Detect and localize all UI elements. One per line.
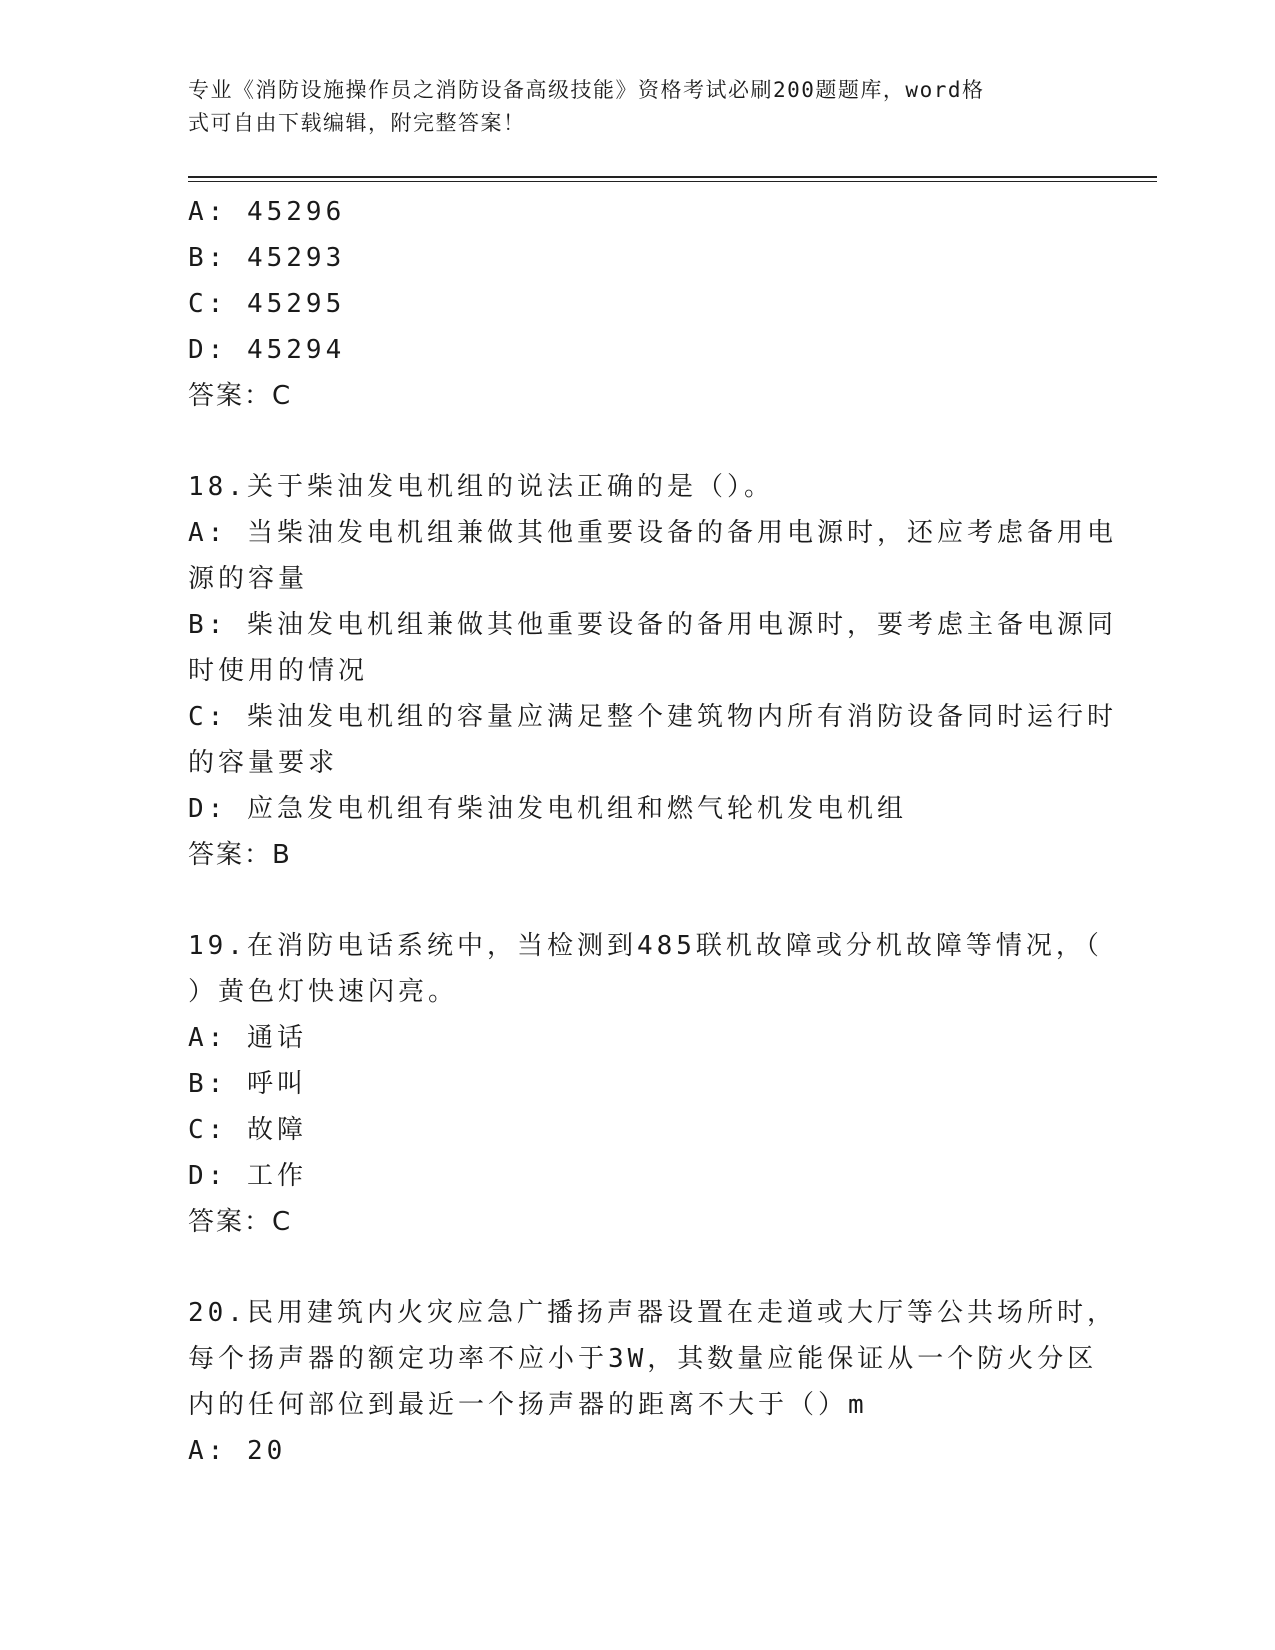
question-list [188,189,1117,1474]
option-d: D: 工作 [188,1161,307,1191]
header-line-2: 式可自由下载编辑，附完整答案！ [188,111,526,135]
option-a: A: 20 [188,1436,287,1466]
question-18 [188,464,1117,878]
question-stem: 20.民用建筑内火灾应急广播扬声器设置在走道或大厅等公共场所时， [188,1298,1117,1328]
option-b: B: 柴油发电机组兼做其他重要设备的备用电源时，要考虑主备电源同 [188,610,1117,640]
option-b: B: 45293 [188,243,346,273]
answer-line: 答案：C [188,381,293,411]
option-c: C: 柴油发电机组的容量应满足整个建筑物内所有消防设备同时运行时 [188,702,1117,732]
option-a: A: 45296 [188,197,346,227]
option-b-continued: 时使用的情况 [188,656,369,686]
question-stem: 18.关于柴油发电机组的说法正确的是（）。 [188,472,774,502]
option-c: C: 45295 [188,289,346,319]
question-stem-continued: 内的任何部位到最近一个扬声器的距离不大于（）m [188,1390,868,1420]
option-a: A: 通话 [188,1023,307,1053]
answer-line: 答案：B [188,840,292,870]
option-d: D: 45294 [188,335,346,365]
question-stem-continued: ）黄色灯快速闪亮。 [188,977,459,1007]
option-c: C: 故障 [188,1115,307,1145]
question-stem-continued: 每个扬声器的额定功率不应小于3W，其数量应能保证从一个防火分区 [188,1344,1098,1374]
option-a-continued: 源的容量 [188,564,309,594]
answer-line: 答案：C [188,1207,293,1237]
header-rule-thick [188,176,1157,178]
question-17-options [188,189,1088,419]
option-c-continued: 的容量要求 [188,748,339,778]
option-d: D: 应急发电机组有柴油发电机组和燃气轮机发电机组 [188,794,907,824]
option-a: A: 当柴油发电机组兼做其他重要设备的备用电源时，还应考虑备用电 [188,518,1117,548]
header-rule-thin [188,181,1157,182]
option-b: B: 呼叫 [188,1069,307,1099]
question-19 [188,923,1103,1245]
header-line-1: 专业《消防设施操作员之消防设备高级技能》资格考试必刷200题题库，word格 [188,78,985,102]
question-stem: 19.在消防电话系统中，当检测到485联机故障或分机故障等情况，（ [188,931,1103,961]
document-header [188,74,1068,140]
question-20 [188,1290,1117,1474]
